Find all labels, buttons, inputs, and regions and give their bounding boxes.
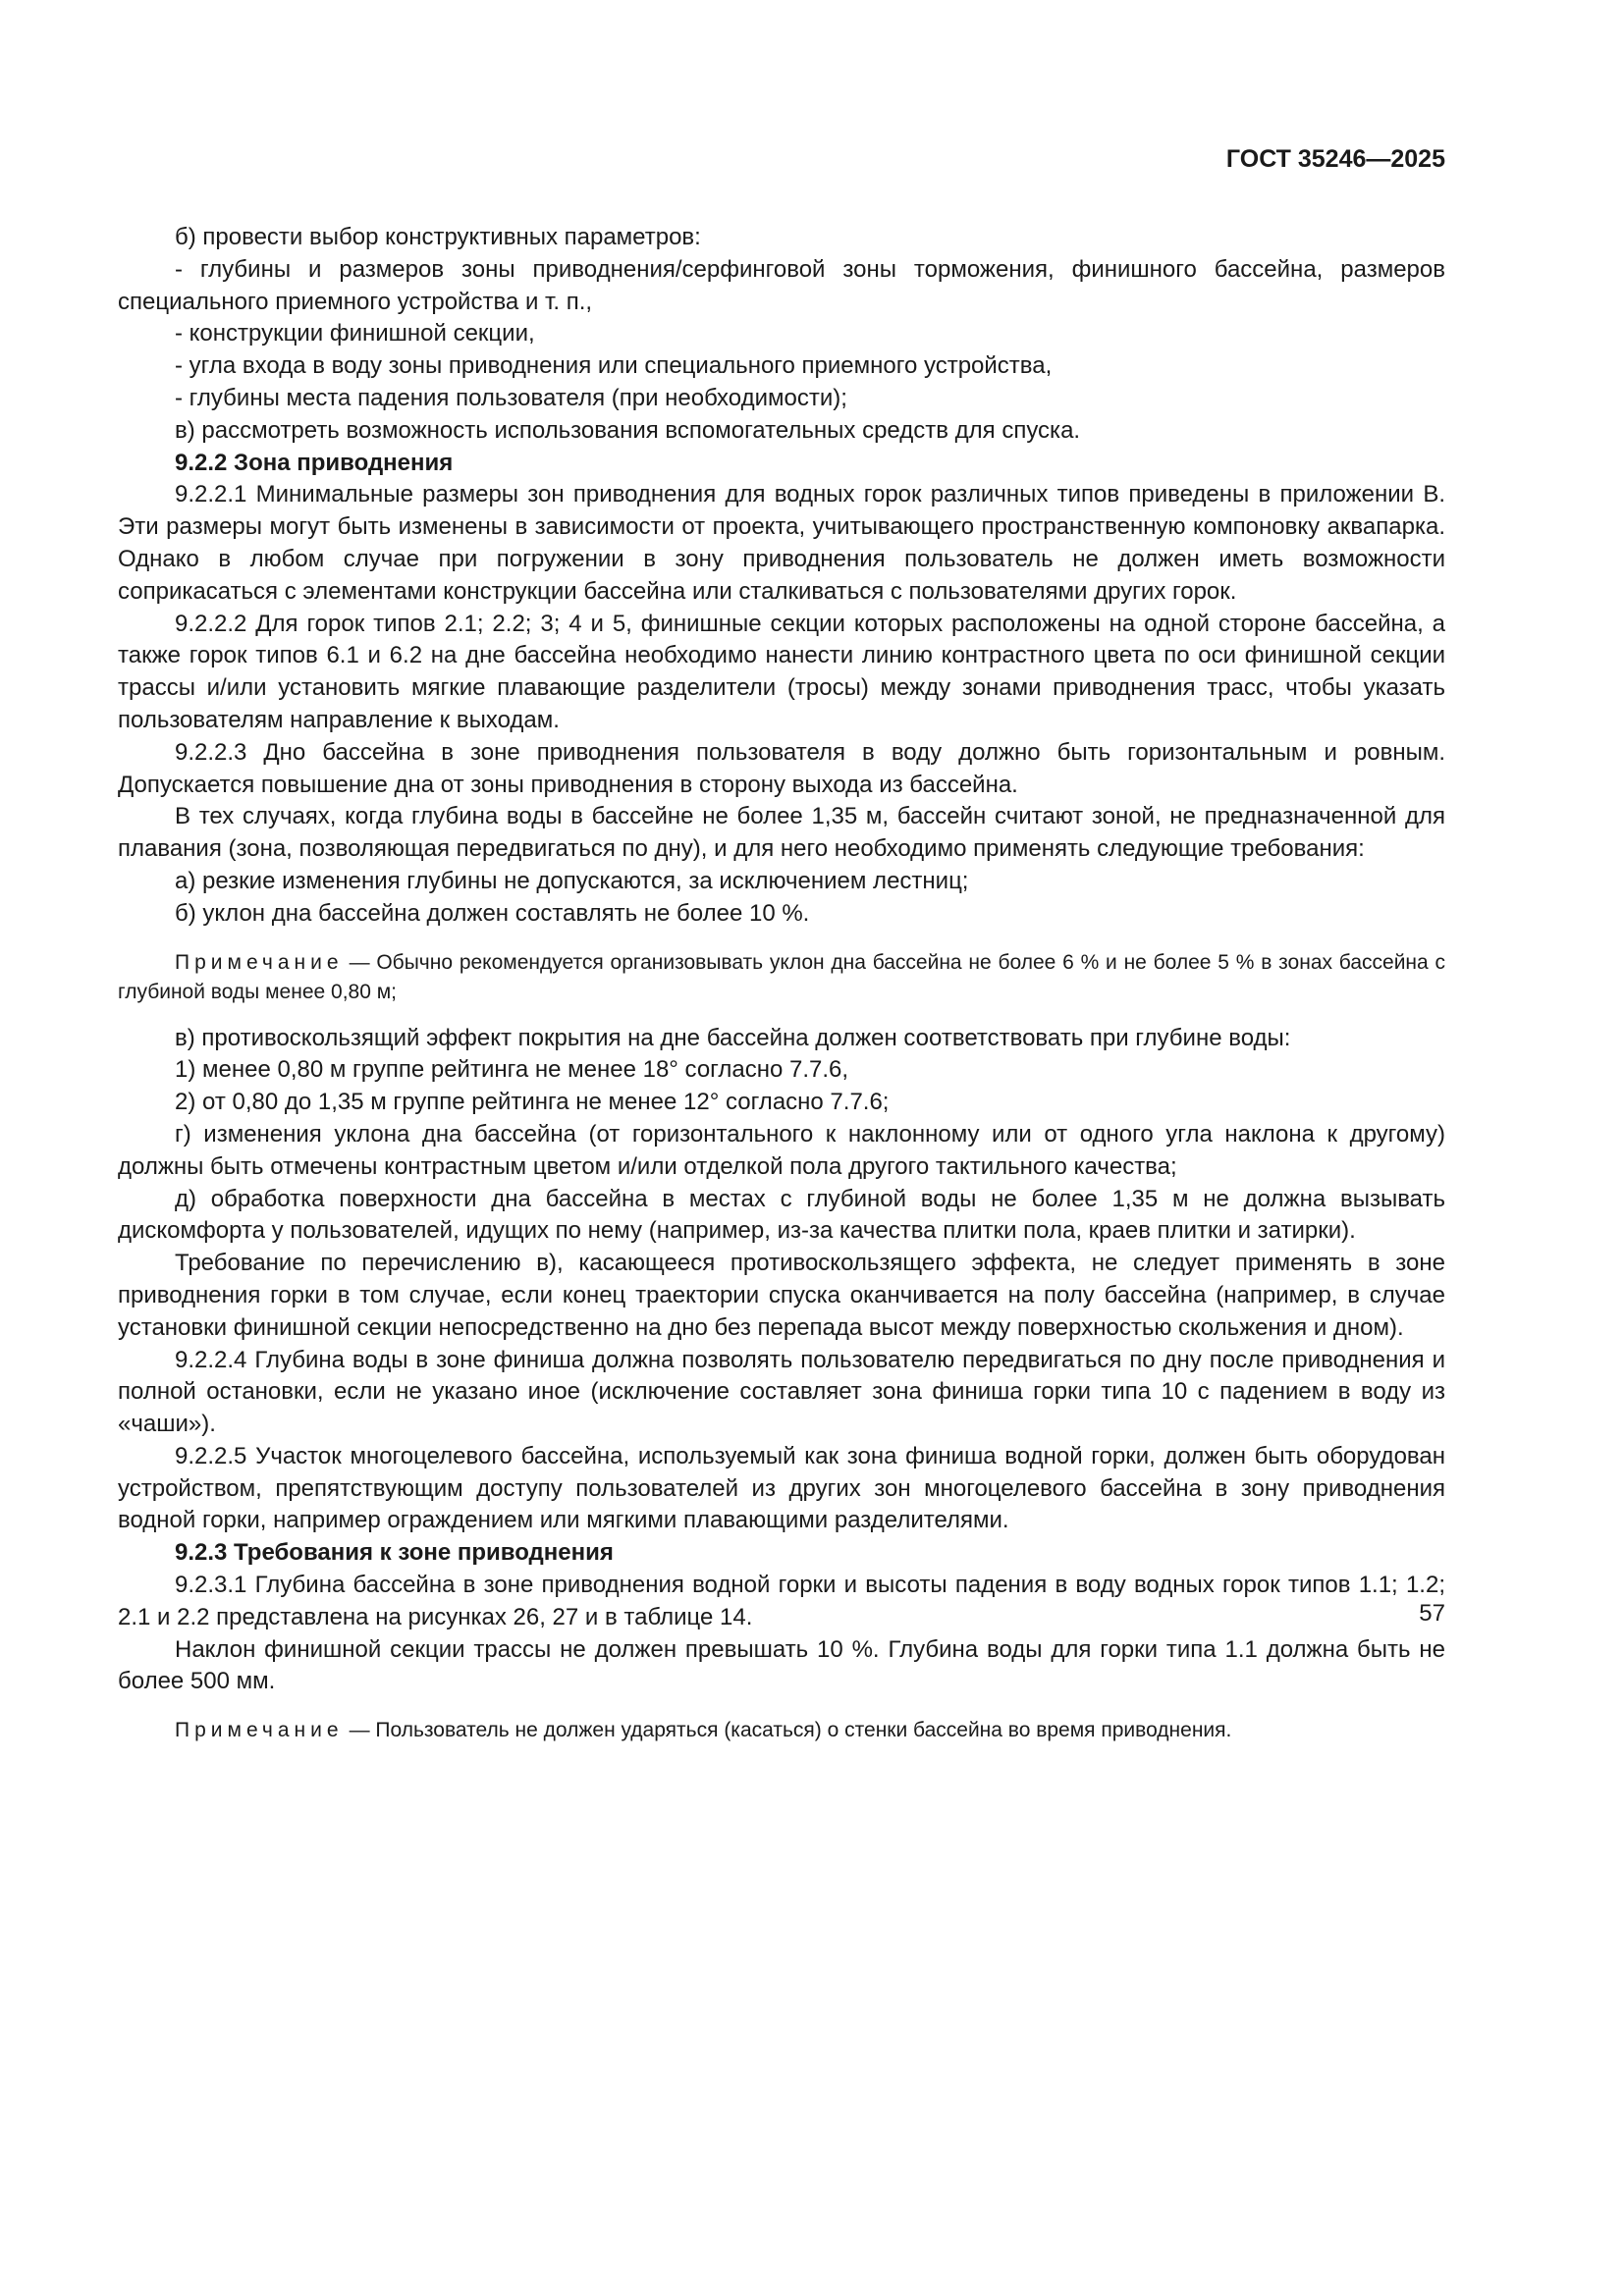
body-paragraph: в) рассмотреть возможность использования вспомогательных средств для спуска. [175, 416, 1081, 444]
note [118, 1716, 1445, 1745]
body-paragraph: Наклон финишной секции трассы не должен превышать 10 %. Глубина воды для горки типа 1.1 должна быть не более 500 мм. [118, 1635, 1445, 1695]
body-paragraph: - глубины и размеров зоны приводнения/серфинговой зоны торможения, финишного бассейна, размеров специального приемного устройства и т. п., [118, 255, 1445, 315]
note-label: Примечание [175, 950, 344, 974]
body-paragraph: 9.2.3.1 Глубина бассейна в зоне приводнения водной горки и высоты падения в воду водных горок типов 1.1; 1.2; 2.1 и 2.2 представлена на рисунках 26, 27 и в таблице 14. [118, 1572, 1445, 1630]
body-paragraph: 9.2.2.5 Участок многоцелевого бассейна, используемый как зона финиша водной горки, должен быть оборудован устройством, препятствующим доступу пользователей из других зон многоцелевого бассейна в зону приводнения водной горки, например ограждением или мягкими плавающими разделителями. [118, 1442, 1445, 1534]
body-paragraph: - глубины места падения пользователя (при необходимости); [175, 384, 847, 411]
body-paragraph: - конструкции финишной секции, [175, 320, 535, 347]
note-text: — Пользователь не должен ударяться (касаться) о стенки бассейна во время приводнения. [349, 1719, 1232, 1742]
body-paragraph: - угла входа в воду зоны приводнения или специального приемного устройства, [175, 352, 1053, 380]
body-paragraph: д) обработка поверхности дна бассейна в местах с глубиной воды не более 1,35 м не должна вызывать дискомфорта у пользователей, идущих по нему (например, из-за качества плитки пола, краев плитки и затирки). [118, 1185, 1445, 1245]
section-heading: 9.2.2 Зона приводнения [175, 449, 454, 476]
body-paragraph: 9.2.2.4 Глубина воды в зоне финиша должна позволять пользователю передвигаться по дну после приводнения и полной остановки, если не указано иное (исключение составляет зона финиша горки типа 10 с падением в воду из «чаши»). [118, 1346, 1445, 1438]
note-label: Примечание [175, 1719, 344, 1742]
body-paragraph: б) уклон дна бассейна должен составлять не более 10 %. [175, 899, 810, 927]
note [118, 948, 1445, 1007]
body-paragraph: 1) менее 0,80 м группе рейтинга не менее 18° согласно 7.7.6, [175, 1056, 849, 1084]
body-paragraph: 2) от 0,80 до 1,35 м группе рейтинга не менее 12° согласно 7.7.6; [175, 1089, 890, 1116]
page-number: 57 [1419, 1600, 1445, 1627]
body-paragraph: б) провести выбор конструктивных параметров: [175, 224, 701, 250]
body-paragraph: в) противоскользящий эффект покрытия на дне бассейна должен соответствовать при глубине воды: [175, 1024, 1291, 1051]
body-paragraph: Требование по перечислению в), касающееся противоскользящего эффекта, не следует применять в зоне приводнения горки в том случае, если конец траектории спуска оканчивается на полу бассейна (например, в случае установки финишной секции непосредственно на дно без перепада высот между поверхностью скольжения и дном). [118, 1250, 1445, 1341]
body-paragraph: 9.2.2.3 Дно бассейна в зоне приводнения пользователя в воду должно быть горизонтальным и ровным. Допускается повышение дна от зоны приводнения в сторону выхода из бассейна. [118, 738, 1445, 798]
body-paragraph: а) резкие изменения глубины не допускаются, за исключением лестниц; [175, 867, 969, 894]
note-text: — Обычно рекомендуется организовывать уклон дна бассейна не более 6 % и не более 5 % в зонах бассейна с глубиной воды менее 0,80 м; [118, 950, 1445, 1003]
body-paragraph: г) изменения уклона дна бассейна (от горизонтального к наклонному или от одного угла наклона к другому) должны быть отмечены контрастным цветом и/или отделкой пола другого тактильного качества; [118, 1120, 1445, 1180]
document-body [118, 222, 1445, 1761]
body-paragraph: В тех случаях, когда глубина воды в бассейне не более 1,35 м, бассейн считают зоной, не предназначенной для плавания (зона, позволяющая передвигаться по дну), и для него необходимо применять следующие требования: [118, 803, 1445, 863]
body-paragraph: 9.2.2.2 Для горок типов 2.1; 2.2; 3; 4 и 5, финишные секции которых расположены на одной стороне бассейна, а также горок типов 6.1 и 6.2 на дне бассейна необходимо нанести линию контрастного цвета по оси финишной секции трассы и/или установить мягкие плавающие разделители (тросы) между зонами приводнения трасс, чтобы указать пользователям направление к выходам. [118, 610, 1445, 733]
section-heading: 9.2.3 Требования к зоне приводнения [175, 1539, 614, 1567]
document-header: ГОСТ 35246—2025 [1225, 145, 1445, 173]
body-paragraph: 9.2.2.1 Минимальные размеры зон приводнения для водных горок различных типов приведены в приложении В. Эти размеры могут быть изменены в зависимости от проекта, учитывающего пространственную компоновку аквапарка. Однако в любом случае при погружении в зону приводнения пользователь не должен иметь возможности соприкасаться с элементами конструкции бассейна или сталкиваться с пользователями других горок. [118, 481, 1445, 605]
